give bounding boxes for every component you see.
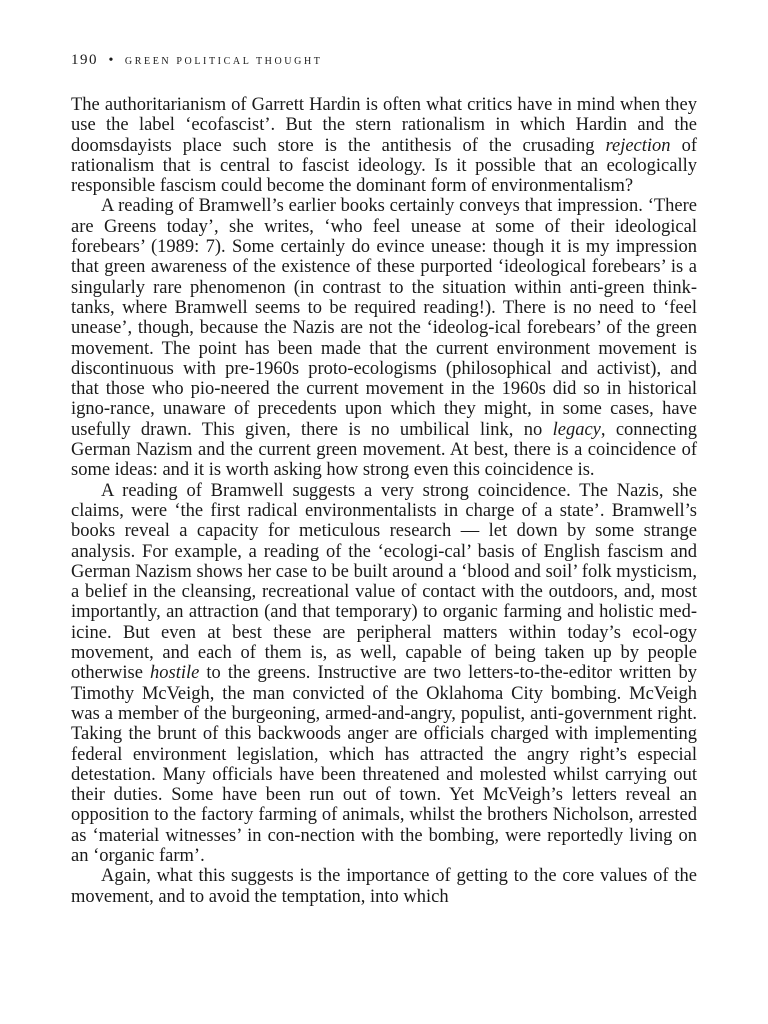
page-number: 190 (71, 52, 98, 68)
paragraph-2-emphasis: legacy (552, 419, 601, 440)
paragraph-3-text-b: to the greens. Instructive are two letters-to-the-editor written by Timothy McVeigh, the man convicted of the Oklahoma City bombing. McVeigh was a member of the burgeoning, armed-and-angry, populist, anti-government right. Taking the brunt of this backwoods anger are officials charged with implementing federal environment legislation, which has attracted the angry right’s especial detestation. Many officials have been threatened and molested whilst carrying out their duties. Some have been run out of town. Yet McVeigh’s letters reveal an opposition to the factory farming of animals, whilst the brothers Nicholson, arrested as ‘material witnesses’ in con-nection with the bombing, were reportedly living on an ‘organic farm’. (71, 663, 697, 866)
running-title: GREEN POLITICAL THOUGHT (124, 56, 323, 67)
paragraph-4-text-a: Again, what this suggests is the importance of getting to the core values of the movement, and to avoid the temptation, into which (71, 866, 697, 907)
paragraph-2 (71, 196, 697, 480)
paragraph-1 (71, 95, 697, 196)
paragraph-1-emphasis: rejection (605, 135, 671, 156)
paragraph-2-text-b: , connecting German Nazism and the current green movement. At best, there is a coincidence of some ideas: and it is worth asking how strong even this coincidence is. (71, 419, 697, 481)
body-text (71, 95, 697, 907)
paragraph-3-text-a: A reading of Bramwell suggests a very strong coincidence. The Nazis, she claims, were ‘the first radical environmentalists in charge of a state’. Bramwell’s books reveal a capacity for meticulous research — let down by some strange analysis. For example, a reading of the ‘ecologi-cal’ basis of English fascism and German Nazism shows her case to be built around a ‘blood and soil’ folk mysticism, a belief in the cleansing, recreational value of contact with the outdoors, and, most importantly, an attraction (and that temporary) to organic farming and holistic med-icine. But even at best these are peripheral matters within today’s ecol-ogy movement, and each of them is, as well, capable of being taken up by people otherwise (71, 480, 697, 684)
book-page (71, 52, 697, 907)
paragraph-1-text-b: of rationalism that is central to fascist ideology. Is it possible that an ecologically responsible fascism could become the dominant form of environmentalism? (71, 135, 697, 197)
running-head (71, 52, 697, 69)
separator-bullet: • (108, 53, 115, 68)
paragraph-3-emphasis: hostile (150, 663, 200, 684)
paragraph-3 (71, 481, 697, 867)
paragraph-4 (71, 866, 697, 907)
paragraph-2-text-a: A reading of Bramwell’s earlier books certainly conveys that impression. ‘There are Greens today’, she writes, ‘who feel unease at some of their ideological forebears’ (1989: 7). Some certainly do evince unease: though it is my impression that green awareness of the existence of these purported ‘ideological forebears’ is a singularly rare phenomenon (in contrast to the situation within anti-green think-tanks, where Bramwell seems to be required reading!). There is no need to ‘feel unease’, though, because the Nazis are not the ‘ideolog-ical forebears’ of the green movement. The point has been made that the current environment movement is discontinuous with pre-1960s proto-ecologisms (philosophical and activist), and that those who pio-neered the current movement in the 1960s did so in historical igno-rance, unaware of precedents upon which they might, in some cases, have usefully drawn. This given, there is no umbilical link, no (71, 196, 697, 440)
paragraph-1-text-a: The authoritarianism of Garrett Hardin is often what critics have in mind when they use the label ‘ecofascist’. But the stern rationalism in which Hardin and the doomsdayists place such store is the antithesis of the crusading (71, 95, 697, 156)
